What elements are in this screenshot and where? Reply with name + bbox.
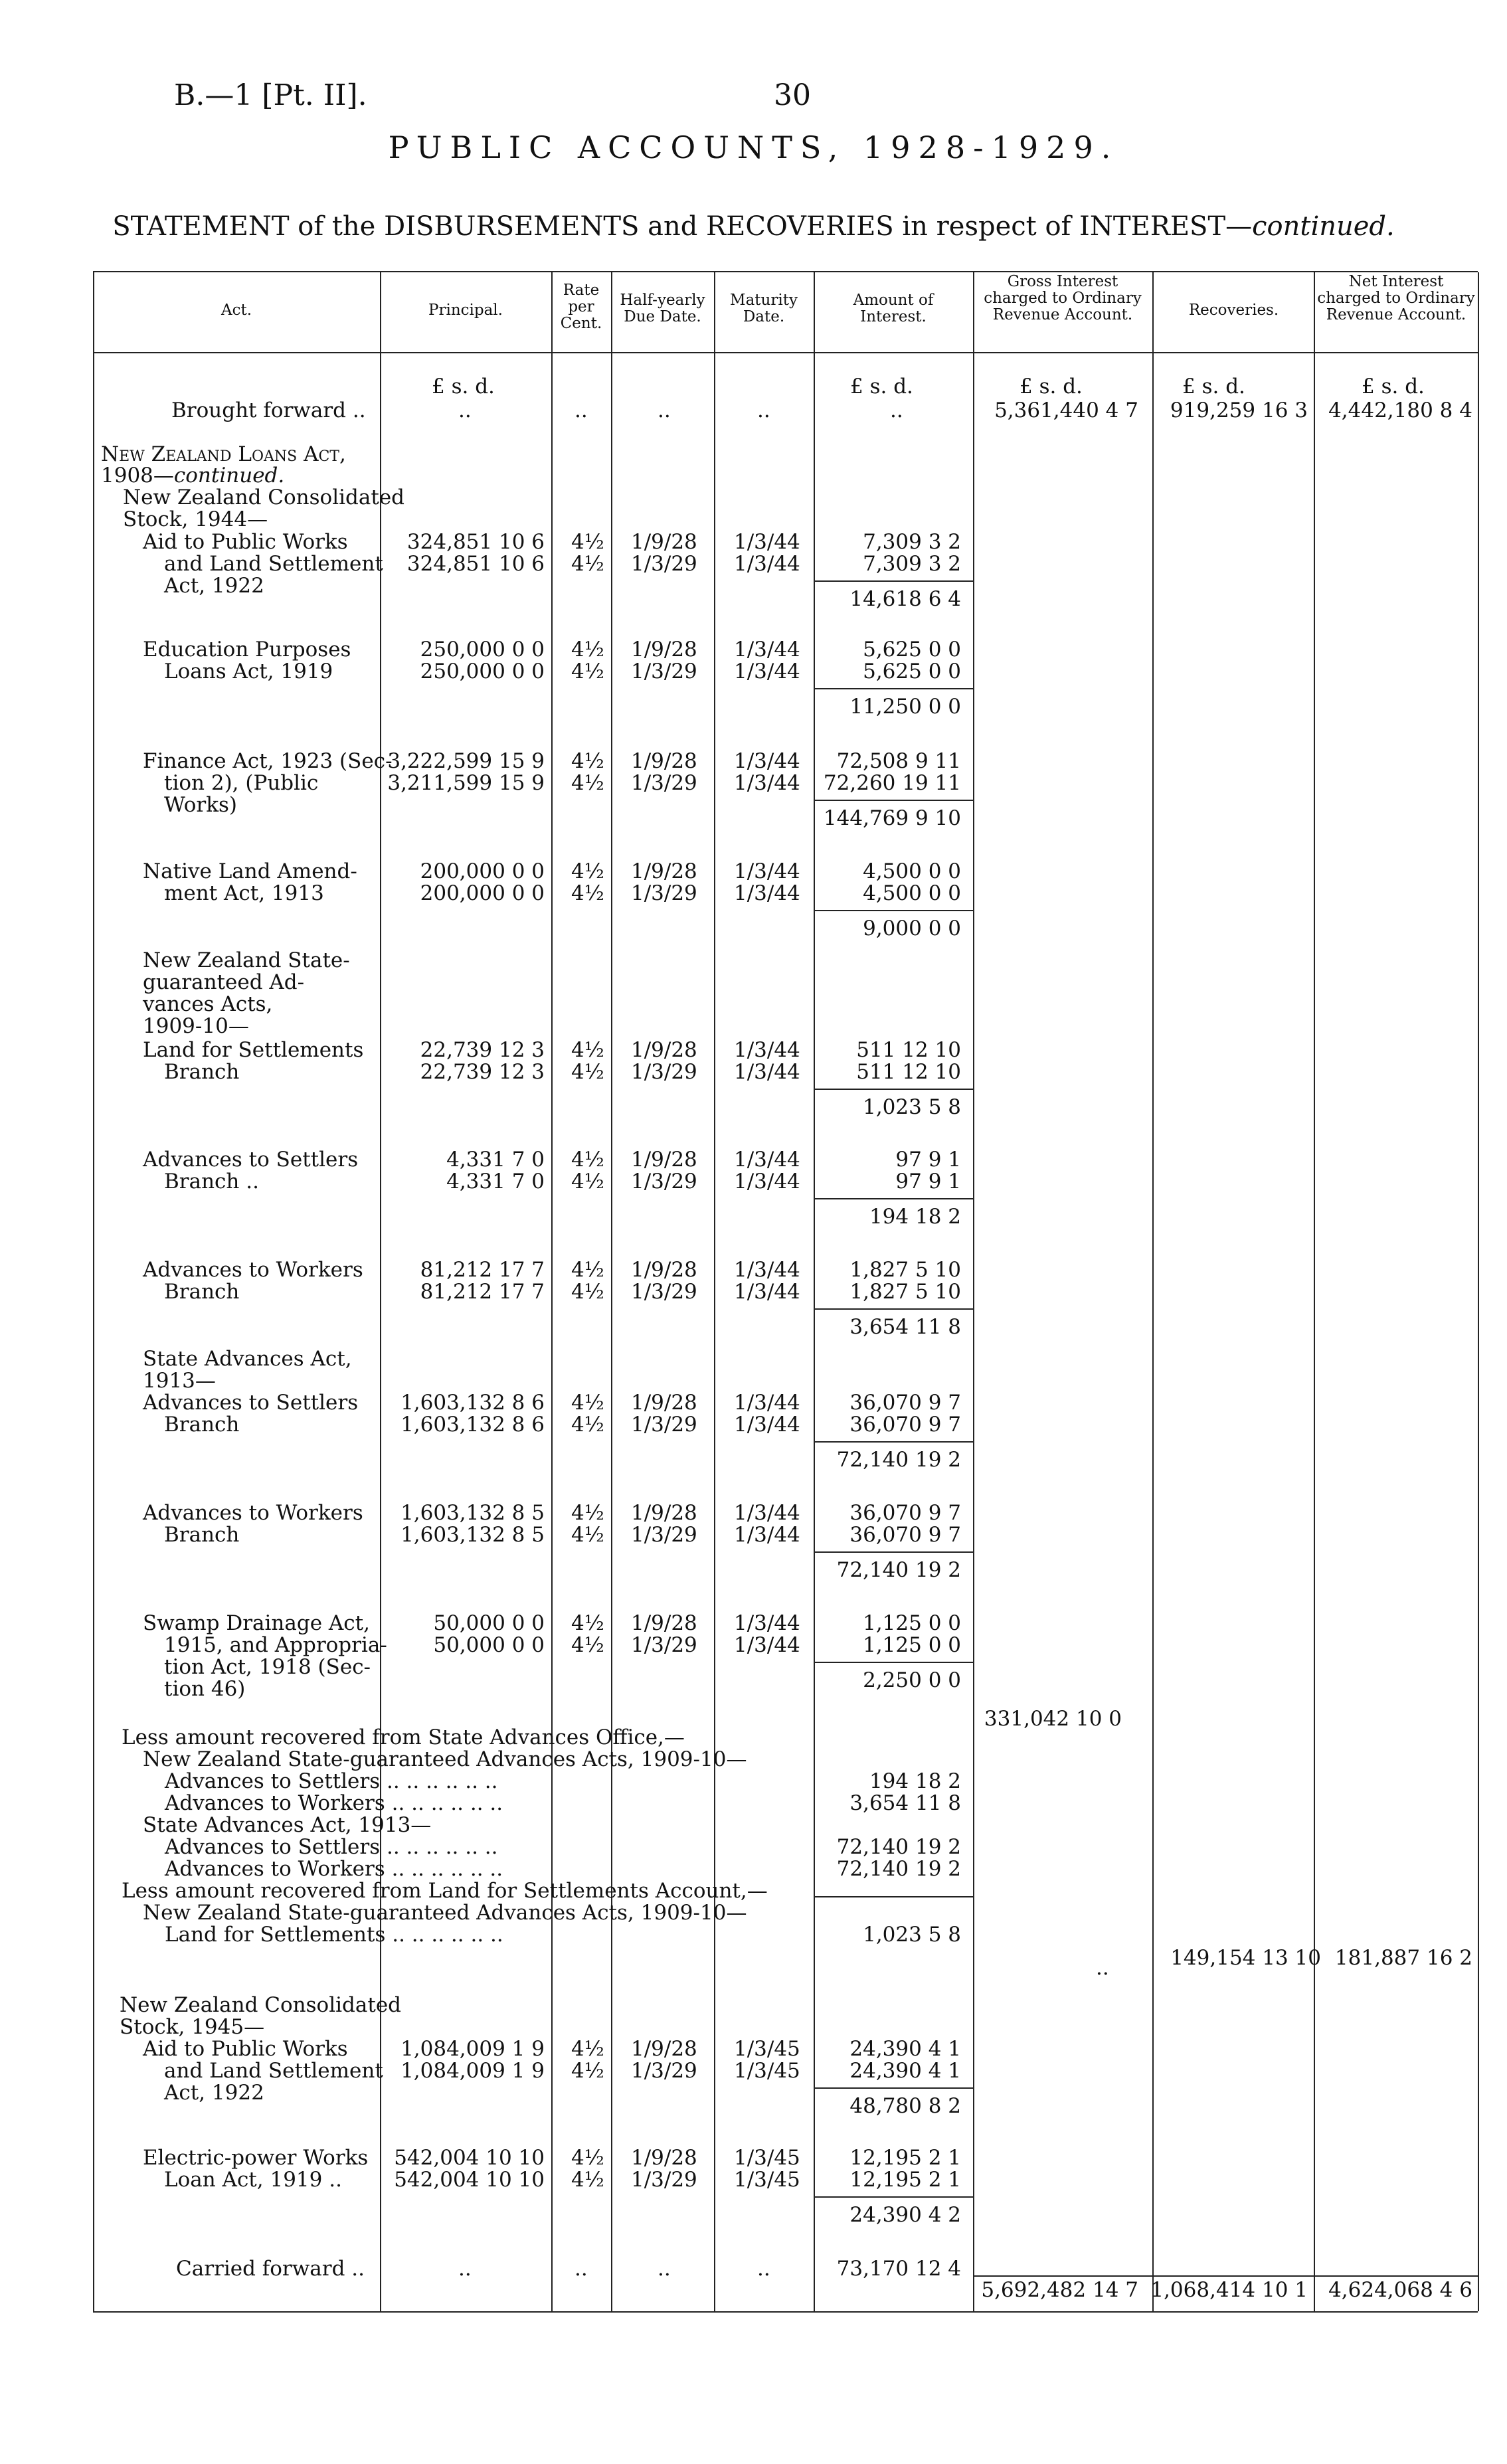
row-amount: 72,260 19 11 [823, 771, 961, 795]
unit-net: £ s. d. [1362, 375, 1425, 398]
col-header-net: Net Interest charged to Ordinary Revenue Account. [1317, 273, 1475, 323]
row-half-yearly-date: 1/3/29 [631, 771, 697, 795]
row-principal: 81,212 17 7 [420, 1258, 545, 1282]
row-principal: 3,211,599 15 9 [387, 771, 545, 795]
bf-gross: 5,361,440 4 7 [994, 398, 1138, 422]
row-act-line: Branch [164, 1280, 240, 1304]
row-rate: 4½ [571, 1148, 604, 1172]
row-half-yearly-date: 1/9/28 [631, 1391, 697, 1415]
row-amount: 12,195 2 1 [849, 2168, 961, 2192]
row-principal: 250,000 0 0 [420, 638, 545, 661]
row-maturity-date: 1/3/44 [734, 881, 800, 905]
row-act-line: Electric-power Works [143, 2146, 369, 2170]
row-half-yearly-date: 1/3/29 [631, 1523, 697, 1547]
row-half-yearly-date: 1/3/29 [631, 1170, 697, 1193]
row-principal: 542,004 10 10 [394, 2146, 545, 2170]
row-amount: 1,827 5 10 [849, 1280, 961, 1304]
row-half-yearly-date: 1/3/29 [631, 2059, 697, 2083]
row-total: 72,140 19 2 [836, 1558, 961, 1582]
subtotal-rule [814, 2087, 973, 2089]
row-act-line: Branch [164, 1413, 240, 1437]
subtotal-rule [814, 1308, 973, 1310]
row-half-yearly-date: 1/9/28 [631, 1501, 697, 1525]
bf-amount: .. [890, 398, 903, 422]
row-rate: 4½ [571, 1611, 604, 1635]
row-rate: 4½ [571, 1170, 604, 1193]
row-rate: 4½ [571, 552, 604, 576]
subtotal-rule [814, 1662, 973, 1663]
recov-line-5: State Advances Act, 1913— [143, 1813, 432, 1837]
gross-subtotal: 331,042 10 0 [984, 1707, 1122, 1731]
row-amount: 511 12 10 [856, 1038, 961, 1062]
recov-line-8: Less amount recovered from Land for Settlements Account,— [122, 1879, 768, 1903]
row-act-line: Act, 1922 [164, 2081, 264, 2105]
row-principal: 324,851 10 6 [406, 552, 545, 576]
col-header-half-yearly: Half-yearly Due Date. [620, 292, 705, 325]
row-act-line: Loan Act, 1919 .. [164, 2168, 342, 2192]
row-act-line: Branch [164, 1523, 240, 1547]
row-half-yearly-date: 1/9/28 [631, 2037, 697, 2061]
row-half-yearly-date: 1/3/29 [631, 660, 697, 683]
row-half-yearly-date: 1/3/29 [631, 1280, 697, 1304]
recov-line-7: Advances to Workers .. .. .. .. .. .. [165, 1857, 503, 1881]
cf-amount: 73,170 12 4 [836, 2257, 961, 2281]
row-total: 144,769 9 10 [823, 806, 961, 830]
row-act-line: 1915, and Appropria- [164, 1633, 387, 1657]
bf-rate: .. [575, 398, 588, 422]
row-rate: 4½ [571, 881, 604, 905]
row-act-line: Land for Settlements [143, 1038, 364, 1062]
cf-maturity: .. [757, 2257, 770, 2281]
row-half-yearly-date: 1/3/29 [631, 881, 697, 905]
subtotal-rule [814, 1441, 973, 1443]
row-act-line: Act, 1922 [164, 574, 264, 598]
row-amount: 97 9 1 [895, 1170, 961, 1193]
row-maturity-date: 1/3/44 [734, 1148, 800, 1172]
recov-line-1: Less amount recovered from State Advances Office,— [122, 1725, 685, 1749]
row-amount: 1,827 5 10 [849, 1258, 961, 1282]
row-maturity-date: 1/3/44 [734, 1258, 800, 1282]
row-total: 194 18 2 [869, 1205, 961, 1229]
row-maturity-date: 1/3/44 [734, 749, 800, 773]
row-total: 9,000 0 0 [863, 917, 961, 940]
row-rate: 4½ [571, 771, 604, 795]
row-maturity-date: 1/3/44 [734, 1413, 800, 1437]
row-act-line: tion 46) [164, 1677, 246, 1701]
row-rate: 4½ [571, 1280, 604, 1304]
row-maturity-date: 1/3/44 [734, 1170, 800, 1193]
unit-principal: £ s. d. [432, 375, 495, 398]
row-rate: 4½ [571, 1523, 604, 1547]
section-state-guaranteed-b: guaranteed Ad- [143, 970, 305, 994]
recov-amount-3: 72,140 19 2 [836, 1835, 961, 1859]
row-amount: 4,500 0 0 [863, 859, 961, 883]
row-principal: 1,603,132 8 5 [400, 1523, 545, 1547]
section-state-advances-a: State Advances Act, [143, 1347, 352, 1371]
row-principal: 542,004 10 10 [394, 2168, 545, 2192]
row-act-line: Branch .. [164, 1170, 259, 1193]
recov-recoveries: 149,154 13 10 [1170, 1946, 1321, 1970]
row-principal: 324,851 10 6 [406, 530, 545, 554]
row-maturity-date: 1/3/45 [734, 2168, 800, 2192]
row-act-line: Native Land Amend- [143, 859, 357, 883]
cf-recoveries: 1,068,414 10 1 [1150, 2278, 1308, 2302]
section-state-guaranteed-c: vances Acts, [143, 992, 273, 1016]
subtotal-rule [814, 800, 973, 801]
row-amount: 36,070 9 7 [849, 1391, 961, 1415]
row-act-line: Loans Act, 1919 [164, 660, 333, 683]
row-maturity-date: 1/3/45 [734, 2059, 800, 2083]
row-principal: 4,331 7 0 [446, 1148, 545, 1172]
row-amount: 24,390 4 1 [849, 2037, 961, 2061]
row-rate: 4½ [571, 1391, 604, 1415]
row-half-yearly-date: 1/9/28 [631, 859, 697, 883]
row-act-line: and Land Settlement [164, 552, 383, 576]
col-header-amount: Amount of Interest. [853, 292, 934, 325]
row-half-yearly-date: 1/9/28 [631, 638, 697, 661]
row-principal: 22,739 12 3 [420, 1038, 545, 1062]
row-half-yearly-date: 1/9/28 [631, 2146, 697, 2170]
row-principal: 1,603,132 8 5 [400, 1501, 545, 1525]
bf-maturity: .. [757, 398, 770, 422]
bf-net: 4,442,180 8 4 [1328, 398, 1472, 422]
row-act-line: Advances to Settlers [143, 1391, 359, 1415]
row-total: 3,654 11 8 [849, 1315, 961, 1339]
col-header-principal: Principal. [428, 302, 503, 319]
recov-amount-4: 72,140 19 2 [836, 1857, 961, 1881]
row-principal: 1,084,009 1 9 [400, 2037, 545, 2061]
row-rate: 4½ [571, 660, 604, 683]
row-amount: 24,390 4 1 [849, 2059, 961, 2083]
row-principal: 1,084,009 1 9 [400, 2059, 545, 2083]
row-half-yearly-date: 1/3/29 [631, 1413, 697, 1437]
carried-forward-label: Carried forward .. [176, 2257, 365, 2281]
subtotal-rule [814, 688, 973, 689]
page-number: 30 [774, 78, 811, 112]
row-maturity-date: 1/3/44 [734, 1391, 800, 1415]
row-act-line: tion 2), (Public [164, 771, 319, 795]
row-principal: 50,000 0 0 [433, 1633, 545, 1657]
row-amount: 72,508 9 11 [836, 749, 961, 773]
section-nz-loans-act-cont: 1908—continued. [101, 464, 285, 487]
cf-principal: .. [458, 2257, 472, 2281]
bf-recoveries: 919,259 16 3 [1170, 398, 1308, 422]
unit-recoveries: £ s. d. [1182, 375, 1245, 398]
row-rate: 4½ [571, 2168, 604, 2192]
row-maturity-date: 1/3/45 [734, 2146, 800, 2170]
row-amount: 36,070 9 7 [849, 1501, 961, 1525]
recov-amount-5: 1,023 5 8 [863, 1923, 961, 1947]
row-amount: 511 12 10 [856, 1060, 961, 1084]
row-act-line: Finance Act, 1923 (Sec- [143, 749, 393, 773]
row-rate: 4½ [571, 2037, 604, 2061]
subtotal-rule [814, 580, 973, 582]
row-maturity-date: 1/3/44 [734, 859, 800, 883]
recov-line-4: Advances to Workers .. .. .. .. .. .. [165, 1791, 503, 1815]
row-maturity-date: 1/3/44 [734, 660, 800, 683]
row-amount: 7,309 3 2 [863, 530, 961, 554]
row-rate: 4½ [571, 1038, 604, 1062]
row-total: 11,250 0 0 [849, 695, 961, 719]
cf-gross: 5,692,482 14 7 [981, 2278, 1138, 2302]
row-act-line: Advances to Settlers [143, 1148, 359, 1172]
row-total: 1,023 5 8 [863, 1095, 961, 1119]
section-stock-1945-a: New Zealand Consolidated [120, 1993, 402, 2017]
unit-amount: £ s. d. [850, 375, 913, 398]
row-rate: 4½ [571, 1501, 604, 1525]
subtotal-rule [814, 910, 973, 911]
document-reference: B.—1 [Pt. II]. [174, 78, 367, 112]
row-rate: 4½ [571, 1258, 604, 1282]
row-act-line: Aid to Public Works [143, 2037, 348, 2061]
row-total: 14,618 6 4 [849, 587, 961, 611]
row-maturity-date: 1/3/44 [734, 1060, 800, 1084]
row-half-yearly-date: 1/3/29 [631, 2168, 697, 2192]
row-act-line: Education Purposes [143, 638, 351, 661]
subtotal-rule [814, 1551, 973, 1553]
row-principal: 50,000 0 0 [433, 1611, 545, 1635]
row-act-line: and Land Settlement [164, 2059, 383, 2083]
row-rate: 4½ [571, 859, 604, 883]
row-amount: 36,070 9 7 [849, 1523, 961, 1547]
subtotal-rule [814, 1089, 973, 1090]
row-half-yearly-date: 1/3/29 [631, 1633, 697, 1657]
col-header-recoveries: Recoveries. [1188, 302, 1279, 319]
page-title: PUBLIC ACCOUNTS, 1928-1929. [388, 130, 1119, 165]
cf-half: .. [658, 2257, 671, 2281]
row-half-yearly-date: 1/9/28 [631, 749, 697, 773]
row-rate: 4½ [571, 1060, 604, 1084]
row-maturity-date: 1/3/44 [734, 638, 800, 661]
row-act-line: Advances to Workers [143, 1501, 363, 1525]
row-principal: 1,603,132 8 6 [400, 1391, 545, 1415]
row-rate: 4½ [571, 749, 604, 773]
row-amount: 97 9 1 [895, 1148, 961, 1172]
row-act-line: Swamp Drainage Act, [143, 1611, 370, 1635]
row-amount: 7,309 3 2 [863, 552, 961, 576]
row-half-yearly-date: 1/9/28 [631, 530, 697, 554]
row-amount: 5,625 0 0 [863, 660, 961, 683]
row-act-line: tion Act, 1918 (Sec- [164, 1655, 371, 1679]
row-rate: 4½ [571, 2146, 604, 2170]
row-maturity-date: 1/3/44 [734, 771, 800, 795]
row-maturity-date: 1/3/45 [734, 2037, 800, 2061]
subtotal-rule [814, 1198, 973, 1199]
statement-subtitle: STATEMENT of the DISBURSEMENTS and RECOVERIES in respect of INTEREST—continued. [112, 211, 1395, 242]
row-half-yearly-date: 1/3/29 [631, 1060, 697, 1084]
row-maturity-date: 1/3/44 [734, 1038, 800, 1062]
row-total: 2,250 0 0 [863, 1668, 961, 1692]
row-principal: 200,000 0 0 [420, 859, 545, 883]
col-header-act: Act. [221, 302, 252, 319]
recov-line-2: New Zealand State-guaranteed Advances Acts, 1909-10— [143, 1747, 747, 1771]
bf-principal: .. [458, 398, 472, 422]
section-state-guaranteed-a: New Zealand State- [143, 948, 350, 972]
row-rate: 4½ [571, 1633, 604, 1657]
row-principal: 3,222,599 15 9 [387, 749, 545, 773]
recov-net: 181,887 16 2 [1334, 1946, 1472, 1970]
cf-net: 4,624,068 4 6 [1328, 2278, 1472, 2302]
row-maturity-date: 1/3/44 [734, 1501, 800, 1525]
row-principal: 22,739 12 3 [420, 1060, 545, 1084]
recov-gross: .. [1096, 1956, 1109, 1980]
col-header-gross: Gross Interest charged to Ordinary Revenue Account. [984, 273, 1142, 323]
row-rate: 4½ [571, 1413, 604, 1437]
bf-half: .. [658, 398, 671, 422]
subtotal-rule [814, 2196, 973, 2198]
row-principal: 200,000 0 0 [420, 881, 545, 905]
cf-rate: .. [575, 2257, 588, 2281]
recov-line-9: New Zealand State-guaranteed Advances Acts, 1909-10— [143, 1901, 747, 1925]
row-act-line: Branch [164, 1060, 240, 1084]
brought-forward-label: Brought forward .. [171, 398, 366, 422]
section-stock-1944-a: New Zealand Consolidated [123, 485, 405, 509]
recov-line-10: Land for Settlements .. .. .. .. .. .. [165, 1923, 503, 1947]
section-state-advances-b: 1913— [143, 1369, 216, 1393]
col-header-maturity: Maturity Date. [730, 292, 798, 325]
row-act-line: Aid to Public Works [143, 530, 348, 554]
row-half-yearly-date: 1/9/28 [631, 1038, 697, 1062]
col-header-rate: Rate per Cent. [560, 282, 602, 332]
recov-amount-1: 194 18 2 [869, 1769, 961, 1793]
row-principal: 81,212 17 7 [420, 1280, 545, 1304]
row-rate: 4½ [571, 2059, 604, 2083]
row-half-yearly-date: 1/9/28 [631, 1148, 697, 1172]
row-maturity-date: 1/3/44 [734, 1280, 800, 1304]
row-amount: 4,500 0 0 [863, 881, 961, 905]
section-state-guaranteed-d: 1909-10— [143, 1014, 249, 1038]
row-amount: 1,125 0 0 [863, 1611, 961, 1635]
row-act-line: Works) [164, 793, 238, 817]
row-act-line: ment Act, 1913 [164, 881, 324, 905]
row-principal: 1,603,132 8 6 [400, 1413, 545, 1437]
row-act-line: Advances to Workers [143, 1258, 363, 1282]
section-nz-loans-act: New Zealand Loans Act, [101, 442, 346, 466]
section-stock-1945-b: Stock, 1945— [120, 2015, 265, 2039]
row-principal: 4,331 7 0 [446, 1170, 545, 1193]
row-rate: 4½ [571, 530, 604, 554]
row-maturity-date: 1/3/44 [734, 552, 800, 576]
row-total: 72,140 19 2 [836, 1448, 961, 1472]
row-amount: 5,625 0 0 [863, 638, 961, 661]
recov-line-6: Advances to Settlers .. .. .. .. .. .. [165, 1835, 498, 1859]
row-half-yearly-date: 1/9/28 [631, 1258, 697, 1282]
row-maturity-date: 1/3/44 [734, 1523, 800, 1547]
row-amount: 1,125 0 0 [863, 1633, 961, 1657]
recov-amount-2: 3,654 11 8 [849, 1791, 961, 1815]
row-rate: 4½ [571, 638, 604, 661]
unit-gross: £ s. d. [1019, 375, 1083, 398]
row-maturity-date: 1/3/44 [734, 530, 800, 554]
recov-line-3: Advances to Settlers .. .. .. .. .. .. [165, 1769, 498, 1793]
row-maturity-date: 1/3/44 [734, 1611, 800, 1635]
section-stock-1944-b: Stock, 1944— [123, 507, 268, 531]
row-half-yearly-date: 1/9/28 [631, 1611, 697, 1635]
row-total: 48,780 8 2 [849, 2094, 961, 2118]
row-amount: 12,195 2 1 [849, 2146, 961, 2170]
row-maturity-date: 1/3/44 [734, 1633, 800, 1657]
row-half-yearly-date: 1/3/29 [631, 552, 697, 576]
row-principal: 250,000 0 0 [420, 660, 545, 683]
row-amount: 36,070 9 7 [849, 1413, 961, 1437]
row-total: 24,390 4 2 [849, 2203, 961, 2227]
